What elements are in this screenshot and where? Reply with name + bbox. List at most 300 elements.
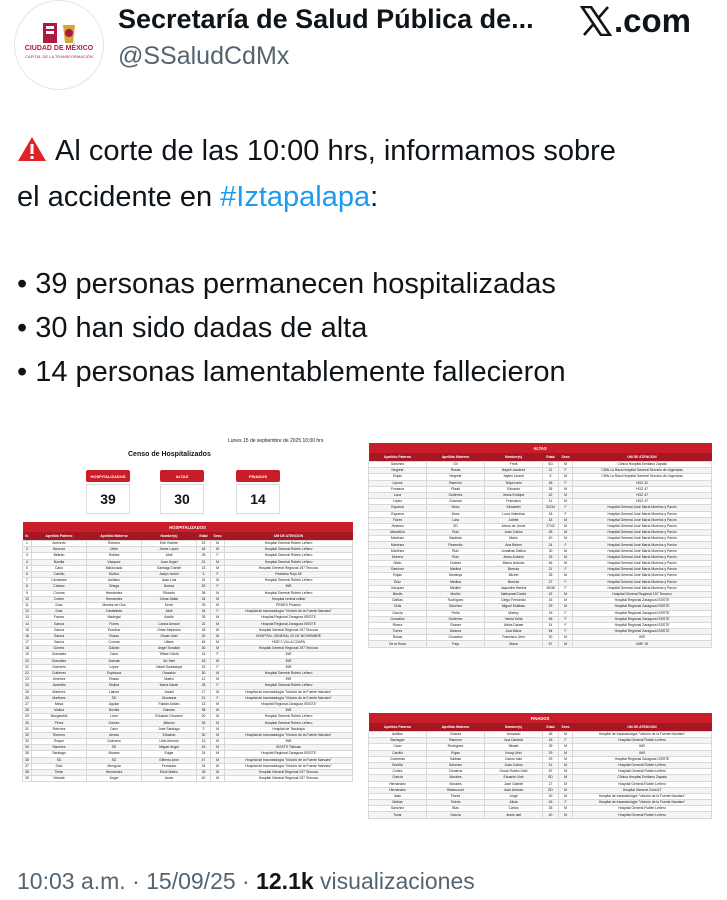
table-cell: Romero bbox=[32, 732, 87, 738]
bullet-deceased: • 14 personas lamentablemente fallecieron bbox=[17, 356, 566, 388]
table-cell: Ana Daniela bbox=[485, 738, 543, 744]
table-cell: Jaclyn Ixchel bbox=[142, 571, 197, 577]
table-cell: Hospital General Regional 197 Texcoco bbox=[573, 591, 712, 597]
table-cell: 54 bbox=[543, 629, 559, 635]
table-cell: 37 bbox=[23, 763, 32, 769]
table-cell: 16 bbox=[23, 633, 32, 639]
table-cell: Arellano bbox=[87, 578, 142, 584]
table-cell: 20 bbox=[23, 658, 32, 664]
avatar[interactable] bbox=[14, 0, 104, 90]
table-cell: 43 bbox=[197, 745, 211, 751]
table-cell: Hospital General Rubén Leñero bbox=[225, 683, 353, 689]
table-cell: 35 bbox=[543, 486, 559, 492]
column-header: Apellido Paterno bbox=[369, 453, 427, 462]
table-cell: M bbox=[559, 598, 573, 604]
table-cell: García bbox=[32, 621, 87, 627]
table-cell: Miguel Ángel bbox=[142, 745, 197, 751]
table-cell: Jaramillo bbox=[32, 683, 87, 689]
table-cell: 28 bbox=[197, 769, 211, 775]
x-logo[interactable] bbox=[580, 2, 691, 40]
table-cell: 38 bbox=[197, 590, 211, 596]
table-cell: F bbox=[211, 553, 225, 559]
table-cell: Hospital General José María Morelos y Pavón bbox=[573, 573, 712, 579]
table-cell: M bbox=[211, 714, 225, 720]
table-cell: F bbox=[559, 738, 573, 744]
table-cell: Uriel Antonio bbox=[142, 739, 197, 745]
table-cell: 57 bbox=[543, 769, 559, 775]
table-cell: M bbox=[559, 604, 573, 610]
table-cell: Francisco bbox=[485, 499, 543, 505]
table-cell: Armando bbox=[485, 732, 543, 738]
table-cell: Hospital Regional Zaragoza ISSSTE bbox=[225, 621, 353, 627]
table-cell: F bbox=[559, 622, 573, 628]
table-cell: 15 bbox=[543, 554, 559, 560]
column-header: UM DE ATENCION bbox=[225, 532, 353, 541]
table-cell: Hospital General Regional 197 Texcoco bbox=[225, 769, 353, 775]
table-cell: M bbox=[211, 677, 225, 683]
table-cell: González bbox=[369, 616, 427, 622]
table-cell: Pérez bbox=[32, 720, 87, 726]
column-header: Apellido Materno bbox=[427, 453, 485, 462]
table-cell: Esparza bbox=[369, 511, 427, 517]
table-cell: F bbox=[559, 800, 573, 806]
table-cell: SD bbox=[427, 523, 485, 529]
kpi-hospitalizados bbox=[86, 470, 130, 514]
table-cell: 15 bbox=[23, 627, 32, 633]
table-cell: Hospital General Regional 197 Texcoco bbox=[225, 776, 353, 782]
table-cell: Alfonso bbox=[142, 720, 197, 726]
column-header: Edad bbox=[543, 453, 559, 462]
table-cell: 29 bbox=[23, 714, 32, 720]
table-cell: Hospital General José María Morelos y Pavón bbox=[573, 523, 712, 529]
table-cell: Clínica Hospital Emiliano Zapata bbox=[573, 462, 712, 468]
table-cell: F bbox=[211, 664, 225, 670]
table-cell: M bbox=[211, 590, 225, 596]
tweet-line-2-end: : bbox=[370, 181, 379, 213]
table-cell: Álvarez bbox=[87, 751, 142, 757]
table-cell: Norma bbox=[142, 584, 197, 590]
column-header: Nombre(s) bbox=[142, 532, 197, 541]
column-header: Apellido Paterno bbox=[32, 532, 87, 541]
table-cell: F bbox=[559, 567, 573, 573]
table-cell: M bbox=[211, 776, 225, 782]
table-cell: SD bbox=[543, 462, 559, 468]
table-cell: SD bbox=[87, 695, 142, 701]
hashtag-link[interactable]: #Iztapalapa bbox=[220, 181, 371, 213]
table-cell: 35/36 bbox=[543, 585, 559, 591]
table-cell: Cano bbox=[32, 565, 87, 571]
table-cell: Hospital General Rubén Leñero bbox=[225, 670, 353, 676]
table-cell: Hospital de traumatología "Victorio de la Fuente Narváez" bbox=[225, 732, 353, 738]
table-cell: 30 bbox=[197, 670, 211, 676]
table-cell: Rosas bbox=[427, 468, 485, 474]
table-cell: M bbox=[211, 559, 225, 565]
table-cell: Brenda bbox=[485, 567, 543, 573]
table-cell: 42 bbox=[543, 492, 559, 498]
table-cell: M bbox=[211, 658, 225, 664]
table-cell: Aguilar bbox=[87, 701, 142, 707]
table-cell: Escobar bbox=[87, 627, 142, 633]
table-cell: Llanos bbox=[369, 480, 427, 486]
table-cell: Hospital General Zona 57 bbox=[573, 787, 712, 793]
hospitalizados-table bbox=[22, 522, 353, 782]
table-cell: M bbox=[559, 787, 573, 793]
table-cell: HOSPITAL GENERAL 20 DE NOVIEMBRE bbox=[225, 633, 353, 639]
table-cell: 7 bbox=[23, 578, 32, 584]
table-cell: Mora bbox=[427, 505, 485, 511]
table-cell: UMF 15 bbox=[573, 641, 712, 647]
table-cell: 25 bbox=[23, 689, 32, 695]
table-cell: José Gabriel bbox=[485, 781, 543, 787]
table-cell: M bbox=[211, 732, 225, 738]
table-cell: Jesús Enrique bbox=[485, 492, 543, 498]
table-cell: Hospital de traumatología "Victorio de la Fuente Narváez" bbox=[225, 763, 353, 769]
table-cell: Erik Vicente bbox=[142, 541, 197, 547]
table-cell: 21 bbox=[197, 695, 211, 701]
table-cell: 3 bbox=[23, 553, 32, 559]
table-cell: M bbox=[559, 756, 573, 762]
table-cell: Marco Antonio bbox=[485, 561, 543, 567]
table-cell: Damián bbox=[142, 708, 197, 714]
table-cell: Hospital de traumatología "Victorio de la Fuente Narváez" bbox=[225, 757, 353, 763]
table-cell: 42 bbox=[543, 591, 559, 597]
table-cell: INR bbox=[225, 584, 353, 590]
table-cell: M bbox=[211, 751, 225, 757]
table-cell: Rojas bbox=[369, 573, 427, 579]
table-cell: M bbox=[559, 793, 573, 799]
table-cell: Cano bbox=[369, 744, 427, 750]
column-header: Sexo bbox=[559, 723, 573, 732]
table-cell: M bbox=[211, 633, 225, 639]
table-cell: M bbox=[211, 640, 225, 646]
table-cell: 17 bbox=[197, 689, 211, 695]
table-cell: 39 bbox=[543, 744, 559, 750]
table-cell: 48 bbox=[543, 616, 559, 622]
table-cell: Hospital de traumatología "Victorio de la Fuente Narváez" bbox=[573, 793, 712, 799]
table-cell: Betancourt bbox=[427, 787, 485, 793]
table-cell: Hernández bbox=[369, 787, 427, 793]
table-cell: Bonilla bbox=[369, 762, 427, 768]
table-cell: Telpa Ixehl bbox=[485, 480, 543, 486]
table-cell: Francisco Uriel bbox=[485, 635, 543, 641]
table-cell: 29 bbox=[543, 604, 559, 610]
table-cell: 2 bbox=[197, 726, 211, 732]
table-cell: Jesús Antonio bbox=[485, 554, 543, 560]
table-cell: 57 bbox=[543, 641, 559, 647]
table-cell: CMN La Raza Hospital General Servicio de Urgencias bbox=[573, 474, 712, 480]
table-cell: M bbox=[211, 596, 225, 602]
table-cell: Sánchez bbox=[427, 762, 485, 768]
table-cell: M bbox=[211, 745, 225, 751]
table-row bbox=[369, 812, 712, 818]
table-cell: 24 bbox=[543, 542, 559, 548]
table-cell: Medlen bbox=[427, 585, 485, 591]
table-cell: Terán bbox=[32, 769, 87, 775]
table-cell: M bbox=[211, 708, 225, 714]
table-cell: Matías bbox=[369, 800, 427, 806]
table-cell: SD bbox=[32, 757, 87, 763]
table-cell: M bbox=[559, 775, 573, 781]
table-cell: Ana Belem bbox=[485, 542, 543, 548]
table-cell: 26 bbox=[23, 695, 32, 701]
table-cell: Hospital Regional Zaragoza ISSSTE bbox=[573, 622, 712, 628]
table-cell: 48 bbox=[543, 480, 559, 486]
table-cell: 13 bbox=[197, 739, 211, 745]
table-cell: Tovar bbox=[369, 812, 427, 818]
table-cell: Carlos Iván bbox=[485, 756, 543, 762]
table-cell: Carlos Amauri bbox=[142, 621, 197, 627]
table-cell: Hospital Regional Zaragoza ISSSTE bbox=[573, 616, 712, 622]
table-cell: Hospital Regional Zaragoza ISSSTE bbox=[573, 604, 712, 610]
table-cell: M bbox=[211, 615, 225, 621]
table-cell: Javier bbox=[142, 776, 197, 782]
table-cell: Islas bbox=[369, 793, 427, 799]
timestamp[interactable]: 10:03 a.m. · 15/09/25 · bbox=[17, 868, 257, 894]
table-cell: 3 bbox=[197, 571, 211, 577]
table-cell: Ramírez bbox=[369, 567, 427, 573]
table-cell: Hospital General José María Morelos y Pavón bbox=[573, 585, 712, 591]
kpi-label: ALTAS bbox=[160, 470, 204, 482]
table-cell: Jorge bbox=[485, 793, 543, 799]
table-cell: M bbox=[211, 769, 225, 775]
table-cell: 28 bbox=[23, 708, 32, 714]
table-cell: Flores bbox=[87, 621, 142, 627]
table-cell: HGZ 47 bbox=[573, 486, 712, 492]
table-cell: Molina bbox=[32, 708, 87, 714]
table-cell: Ana María bbox=[485, 629, 543, 635]
table-cell: F bbox=[559, 480, 573, 486]
table-cell: Torres bbox=[369, 629, 427, 635]
table-cell: 10 bbox=[23, 596, 32, 602]
column-header: Nombre(s) bbox=[485, 723, 543, 732]
table-cell: HGZ 32 bbox=[573, 480, 712, 486]
table-cell: Rosas bbox=[87, 633, 142, 639]
table-cell: García bbox=[369, 610, 427, 616]
table-cell: Hospital General Rubén Leñero bbox=[225, 553, 353, 559]
table-cell: Resendiz bbox=[427, 542, 485, 548]
table-cell: Hospital Regional Zaragoza ISSSTE bbox=[225, 751, 353, 757]
table-cell: 28 bbox=[543, 573, 559, 579]
table-cell: INR bbox=[225, 652, 353, 658]
account-handle[interactable]: @SSaludCdMx bbox=[118, 42, 290, 70]
table-cell: Madrigal bbox=[87, 615, 142, 621]
table-cell: Eduardo Giovanni bbox=[142, 714, 197, 720]
table-cell: Guzmán bbox=[427, 499, 485, 505]
table-cell: 34 bbox=[23, 745, 32, 751]
table-cell: Jovani bbox=[142, 689, 197, 695]
table-cell: Rivera bbox=[369, 622, 427, 628]
table-cell: Hospital General Regional 197 Texcoco bbox=[225, 565, 353, 571]
column-header: Apellido Materno bbox=[87, 532, 142, 541]
kpi-value: 14 bbox=[236, 484, 280, 514]
table-cell: Hospital de traumatología "Victorio de la Fuente Narváez" bbox=[225, 609, 353, 615]
table-cell: Brenda bbox=[485, 579, 543, 585]
table-cell: 30 bbox=[197, 732, 211, 738]
table-cell: Jiménez bbox=[369, 523, 427, 529]
table-cell: 39 bbox=[23, 776, 32, 782]
tweet-text bbox=[17, 128, 717, 220]
table-cell: José Santiago bbox=[142, 726, 197, 732]
table-cell: Hospital General José María Morelos y Pavón bbox=[573, 511, 712, 517]
table-cell: Jiménez bbox=[32, 677, 87, 683]
table-cell: 49 bbox=[543, 800, 559, 806]
table-cell: M bbox=[211, 565, 225, 571]
table-cell: Pediatría Rojo 4E bbox=[225, 571, 353, 577]
table-cell: Ruiz bbox=[427, 530, 485, 536]
table-cell: Sánchez bbox=[32, 745, 87, 751]
table-cell: M bbox=[211, 627, 225, 633]
table-cell: Martínez bbox=[32, 689, 87, 695]
table-cell: 24 bbox=[197, 763, 211, 769]
table-cell: SD bbox=[87, 745, 142, 751]
table-cell: Roque bbox=[32, 739, 87, 745]
table-cell: 18 bbox=[197, 658, 211, 664]
table-cell: Ruiz bbox=[369, 579, 427, 585]
table-cell: Murillo bbox=[427, 591, 485, 597]
table-cell: Chávez bbox=[427, 561, 485, 567]
table-cell: HGZ 47 bbox=[573, 499, 712, 505]
table-cell: HGR 2 VILLA COAPA bbox=[225, 640, 353, 646]
table-cell: 21 bbox=[543, 468, 559, 474]
table-cell: 41 bbox=[543, 499, 559, 505]
table-cell: Ari Yael bbox=[142, 658, 197, 664]
table-cell: Tiffani Odeth bbox=[142, 652, 197, 658]
table-cell: Erick Mateo bbox=[142, 769, 197, 775]
table-cell: Toledo bbox=[427, 800, 485, 806]
table-cell: Hospital de traumatología "Victorio de la Fuente Narváez" bbox=[225, 695, 353, 701]
table-cell: Hospital General José María Morelos y Pavón bbox=[573, 542, 712, 548]
table-cell: García bbox=[32, 633, 87, 639]
table-cell: Galván bbox=[87, 646, 142, 652]
kpi-altas bbox=[160, 470, 204, 514]
table-cell: 28 bbox=[197, 627, 211, 633]
table-cell: Eduardo Noé bbox=[485, 775, 543, 781]
table-cell: Maldonado bbox=[87, 565, 142, 571]
table-cell: Becerra bbox=[32, 547, 87, 553]
table-cell: López bbox=[87, 664, 142, 670]
table-cell: 15 bbox=[543, 610, 559, 616]
table-cell: M bbox=[559, 641, 573, 647]
table-cell: M bbox=[211, 720, 225, 726]
table-cell: Rodríguez bbox=[427, 744, 485, 750]
table-cell: Aranda bbox=[87, 658, 142, 664]
column-header: Sexo bbox=[559, 453, 573, 462]
table-cell: M bbox=[559, 536, 573, 542]
table-cell: González bbox=[32, 652, 87, 658]
table-cell: M bbox=[211, 689, 225, 695]
table-cell: 22 bbox=[197, 541, 211, 547]
table-cell: Hernández bbox=[87, 769, 142, 775]
table-cell: Mateo bbox=[142, 677, 197, 683]
table-cell: F bbox=[559, 616, 573, 622]
table-cell: 40 bbox=[543, 812, 559, 818]
table-cell: 41 bbox=[543, 762, 559, 768]
table-cell: 23 bbox=[23, 677, 32, 683]
table-cell: 48 bbox=[197, 547, 211, 553]
table-cell: M bbox=[559, 548, 573, 554]
table-cell: Dañlas bbox=[369, 598, 427, 604]
table-cell: 18 bbox=[543, 517, 559, 523]
table-cell: 15 bbox=[543, 598, 559, 604]
table-cell: 40 bbox=[197, 776, 211, 782]
table-cell: Nieto bbox=[369, 561, 427, 567]
kpi-value: 30 bbox=[160, 484, 204, 514]
table-cell: Adolfo bbox=[142, 615, 197, 621]
table-cell: M bbox=[211, 621, 225, 627]
table-cell: Hospital de Tacubaya bbox=[225, 726, 353, 732]
table-cell: Jesús Iael bbox=[485, 812, 543, 818]
table-cell: 35 bbox=[543, 806, 559, 812]
table-cell: Miguel Esteban bbox=[485, 604, 543, 610]
table-cell: Hospital General Rubén Leñero bbox=[573, 806, 712, 812]
table-cell: Gonzalez bbox=[427, 635, 485, 641]
table-cell: Hospital General Rubén Leñero bbox=[225, 590, 353, 596]
table-cell: F bbox=[559, 505, 573, 511]
logo-text: CIUDAD DE MÉXICO bbox=[24, 45, 94, 52]
tweet-header bbox=[0, 0, 727, 95]
table-cell: M bbox=[559, 762, 573, 768]
table-cell: Lona bbox=[369, 492, 427, 498]
table-cell: Hospital General Rubén Leñero bbox=[225, 559, 353, 565]
table-cell: 29 bbox=[543, 750, 559, 756]
table-cell: Yanira Kelia bbox=[485, 616, 543, 622]
table-cell: Fredi bbox=[485, 462, 543, 468]
column-header: Apellido Materno bbox=[427, 723, 485, 732]
table-cell: Mario bbox=[485, 536, 543, 542]
table-cell: Negrete bbox=[369, 468, 427, 474]
table-cell: Clínica Hospital Emiliano Zapata bbox=[573, 775, 712, 781]
table-cell: Jaylen Leonel bbox=[485, 474, 543, 480]
kpi-label: FINADOS bbox=[236, 470, 280, 482]
table-cell: 27/42 bbox=[543, 523, 559, 529]
table-cell: 5 bbox=[543, 474, 559, 480]
table-cell: Hospital Regional Zaragoza ISSSTE bbox=[573, 598, 712, 604]
table-cell: Guerrero bbox=[32, 664, 87, 670]
account-name[interactable]: Secretaría de Salud Pública de... bbox=[118, 4, 534, 34]
table-cell: 36 bbox=[23, 757, 32, 763]
table-cell: Peña bbox=[427, 610, 485, 616]
table-cell: 9 bbox=[23, 590, 32, 596]
table-cell: F bbox=[559, 610, 573, 616]
table-cell: 19 bbox=[23, 652, 32, 658]
kpi-value: 39 bbox=[86, 484, 130, 514]
table-cell: M bbox=[559, 750, 573, 756]
table-cell: 28 bbox=[197, 683, 211, 689]
table-cell: Rodríguez bbox=[427, 598, 485, 604]
table-cell: M bbox=[559, 486, 573, 492]
logo-subtext: CAPITAL DE LA TRANSFORMACIÓN bbox=[25, 54, 93, 59]
table-cell: 6 bbox=[23, 571, 32, 577]
table-cell: Elizabeth bbox=[485, 505, 543, 511]
table-cell: F bbox=[211, 683, 225, 689]
altas-table bbox=[368, 443, 712, 648]
table-cell: Hospital General Rubén Leñero bbox=[225, 547, 353, 553]
table-cell: Marcelino bbox=[369, 530, 427, 536]
table-cell: Fonseca bbox=[369, 486, 427, 492]
table-cell: 21 bbox=[197, 559, 211, 565]
table-cell: 12 bbox=[197, 677, 211, 683]
table-cell: Gutiérrez bbox=[427, 492, 485, 498]
table-cell: Robles bbox=[87, 553, 142, 559]
table-cell: León bbox=[87, 714, 142, 720]
table-cell: M bbox=[211, 670, 225, 676]
table-cell: 15 bbox=[197, 565, 211, 571]
table-cell: Díaz bbox=[32, 602, 87, 608]
table-cell: M bbox=[559, 744, 573, 750]
table-cell: Eduardo bbox=[485, 486, 543, 492]
column-header: UM DE ATENCION bbox=[573, 453, 712, 462]
table-cell: 30 bbox=[543, 793, 559, 799]
